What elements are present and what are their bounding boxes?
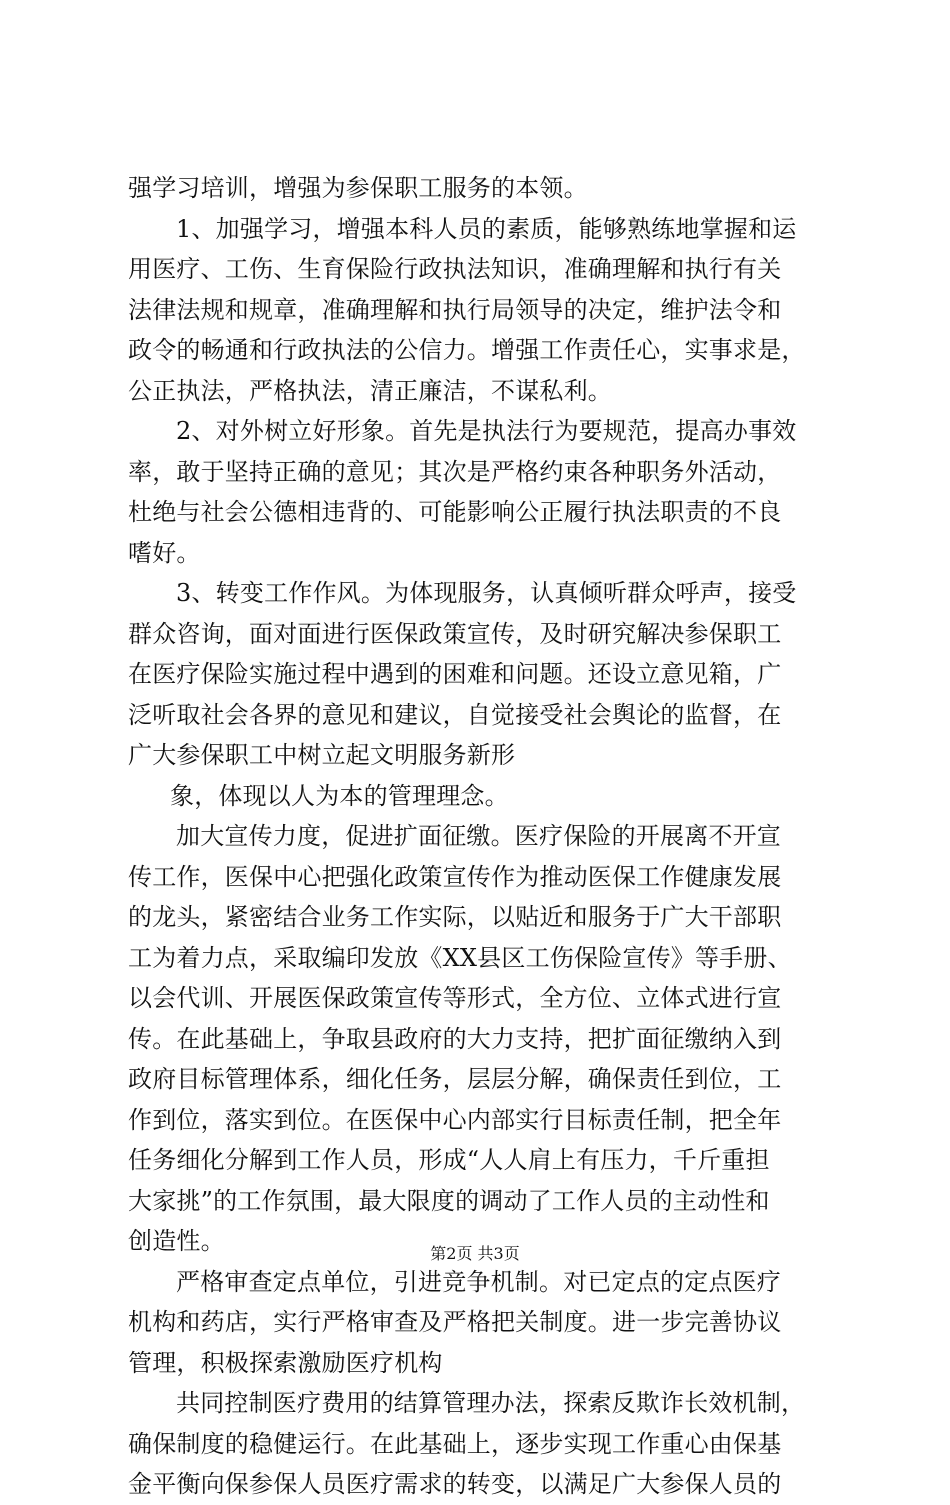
text-line: 传工作，医保中心把强化政策宣传作为推动医保工作健康发展: [128, 862, 782, 891]
text-line: 1、加强学习，增强本科人员的素质，能够熟练地掌握和运: [176, 214, 797, 243]
text-line: 机构和药店，实行严格审查及严格把关制度。进一步完善协议: [128, 1308, 782, 1336]
text-line: 政府目标管理体系，细化任务，层层分解，确保责任到位，工: [128, 1065, 782, 1093]
text-line: 群众咨询，面对面进行医保政策宣传，及时研究解决参保职工: [128, 619, 782, 648]
text-line: 任务细化分解到工作人员，形成“人人肩上有压力，千斤重担: [128, 1146, 770, 1174]
text-line: 以会代训、开展医保政策宣传等形式，全方位、立体式进行宣: [128, 984, 782, 1012]
text-line: 加大宣传力度，促进扩面征缴。医疗保险的开展离不开宣: [176, 822, 781, 850]
text-line: 工为着力点，采取编印发放《XX县区工伤保险宣传》等手册、: [128, 943, 792, 972]
text-line: 大家挑”的工作氛围，最大限度的调动了工作人员的主动性和: [128, 1186, 770, 1215]
text-line: 严格审查定点单位，引进竞争机制。对已定点的定点医疗: [176, 1267, 781, 1296]
text-line: 管理，积极探索激励医疗机构: [128, 1348, 443, 1377]
text-line: 嗜好。: [128, 538, 201, 567]
text-line: 强学习培训，增强为参保职工服务的本领。: [128, 174, 588, 202]
text-line: 公正执法，严格执法，清正廉洁，不谋私利。: [128, 376, 612, 405]
text-line: 在医疗保险实施过程中遇到的困难和问题。还设立意见箱，广: [128, 660, 782, 688]
text-line: 2、对外树立好形象。首先是执法行为要规范，提高办事效: [176, 417, 797, 445]
page-number-footer: 第2页 共3页: [430, 1244, 520, 1263]
text-line: 率，敢于坚持正确的意见；其次是严格约束各种职务外活动，: [128, 457, 782, 486]
document-body: [128, 168, 838, 1505]
text-line: 象，体现以人为本的管理理念。: [170, 781, 509, 810]
text-line: 用医疗、工伤、生育保险行政执法知识，准确理解和执行有关: [128, 255, 782, 283]
text-line: 确保制度的稳健运行。在此基础上，逐步实现工作重心由保基: [128, 1429, 782, 1458]
text-line: 的龙头，紧密结合业务工作实际，以贴近和服务于广大干部职: [128, 903, 782, 931]
text-line: 共同控制医疗费用的结算管理办法，探索反欺诈长效机制，: [176, 1389, 806, 1417]
text-line: 3、转变工作作风。为体现服务，认真倾听群众呼声，接受: [176, 579, 797, 607]
text-line: 杜绝与社会公德相违背的、可能影响公正履行执法职责的不良: [128, 498, 782, 526]
text-line: 金平衡向保参保人员医疗需求的转变，以满足广大参保人员的: [128, 1470, 782, 1498]
text-line: 广大参保职工中树立起文明服务新形: [128, 741, 516, 769]
text-line: 泛听取社会各界的意见和建议，自觉接受社会舆论的监督，在: [128, 700, 782, 729]
text-line: 传。在此基础上，争取县政府的大力支持，把扩面征缴纳入到: [128, 1024, 782, 1053]
text-line: 作到位，落实到位。在医保中心内部实行目标责任制，把全年: [128, 1105, 782, 1134]
text-line: 政令的畅通和行政执法的公信力。增强工作责任心，实事求是，: [128, 336, 806, 364]
text-line: 法律法规和规章，准确理解和执行局领导的决定，维护法令和: [128, 295, 782, 324]
text-line: 创造性。: [128, 1227, 225, 1255]
